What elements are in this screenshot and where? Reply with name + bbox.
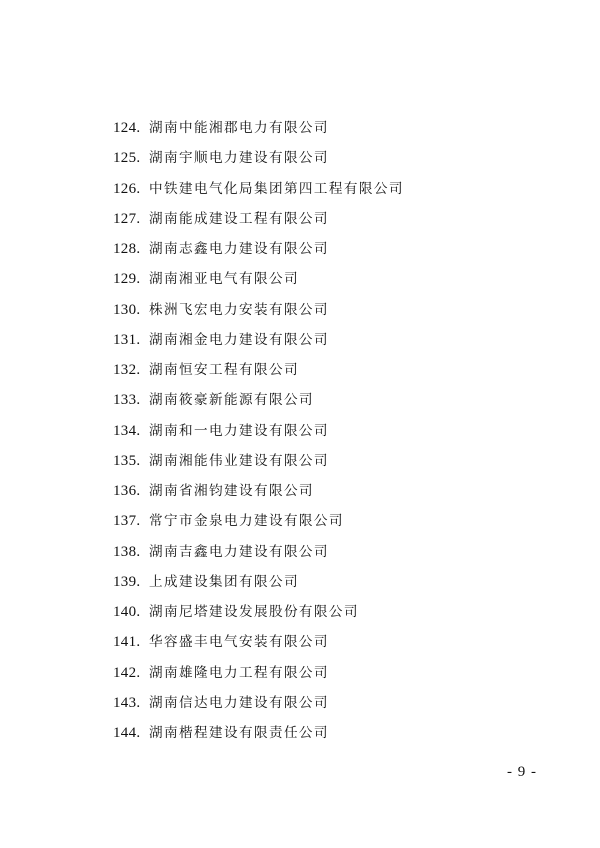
company-item bbox=[113, 567, 553, 597]
item-number: 142. bbox=[113, 664, 141, 681]
company-name: 常宁市金泉电力建设有限公司 bbox=[149, 513, 344, 530]
company-item bbox=[113, 718, 553, 748]
company-name: 湖南能成建设工程有限公司 bbox=[149, 210, 329, 227]
company-name: 湖南雄隆电力工程有限公司 bbox=[149, 664, 329, 681]
company-name: 上成建设集团有限公司 bbox=[149, 573, 299, 590]
company-item bbox=[113, 234, 553, 264]
item-number: 132. bbox=[113, 362, 141, 378]
company-name: 华容盛丰电气安装有限公司 bbox=[149, 634, 329, 651]
item-number: 126. bbox=[113, 180, 141, 197]
item-number: 137. bbox=[113, 513, 141, 530]
company-item bbox=[113, 325, 553, 355]
company-item bbox=[113, 688, 553, 718]
company-name: 湖南信达电力建设有限公司 bbox=[149, 694, 329, 711]
company-list bbox=[113, 113, 553, 748]
company-item bbox=[113, 537, 553, 567]
company-name: 湖南和一电力建设有限公司 bbox=[149, 422, 329, 439]
company-item bbox=[113, 174, 553, 204]
company-item bbox=[113, 264, 553, 294]
item-number: 130. bbox=[113, 301, 141, 318]
company-name: 湖南湘能伟业建设有限公司 bbox=[149, 452, 329, 469]
item-number: 136. bbox=[113, 483, 141, 499]
item-number: 141. bbox=[113, 634, 141, 651]
page-number: - 9 - bbox=[507, 764, 537, 780]
company-name: 株洲飞宏电力安装有限公司 bbox=[149, 301, 329, 318]
company-name: 湖南志鑫电力建设有限公司 bbox=[149, 241, 329, 257]
company-item bbox=[113, 355, 553, 385]
company-item bbox=[113, 143, 553, 173]
company-name: 湖南筱豪新能源有限公司 bbox=[149, 392, 314, 409]
company-item bbox=[113, 597, 553, 627]
company-name: 湖南省湘钧建设有限公司 bbox=[149, 483, 314, 499]
company-name: 中铁建电气化局集团第四工程有限公司 bbox=[149, 180, 404, 197]
item-number: 124. bbox=[113, 120, 141, 136]
item-number: 125. bbox=[113, 150, 141, 167]
company-name: 湖南湘金电力建设有限公司 bbox=[149, 331, 329, 348]
item-number: 138. bbox=[113, 543, 141, 560]
company-name: 湖南湘亚电气有限公司 bbox=[149, 271, 299, 288]
company-name: 湖南宇顺电力建设有限公司 bbox=[149, 150, 329, 167]
company-item bbox=[113, 416, 553, 446]
company-item bbox=[113, 446, 553, 476]
company-name: 湖南中能湘郡电力有限公司 bbox=[149, 120, 329, 136]
company-item bbox=[113, 506, 553, 536]
company-item bbox=[113, 385, 553, 415]
item-number: 135. bbox=[113, 452, 141, 469]
item-number: 139. bbox=[113, 573, 141, 590]
company-name: 湖南尼塔建设发展股份有限公司 bbox=[149, 604, 359, 620]
item-number: 128. bbox=[113, 241, 141, 257]
item-number: 133. bbox=[113, 392, 141, 409]
company-name: 湖南恒安工程有限公司 bbox=[149, 362, 299, 378]
item-number: 131. bbox=[113, 331, 141, 348]
item-number: 134. bbox=[113, 422, 141, 439]
item-number: 127. bbox=[113, 210, 141, 227]
company-item bbox=[113, 627, 553, 657]
company-item bbox=[113, 295, 553, 325]
company-item bbox=[113, 113, 553, 143]
item-number: 140. bbox=[113, 604, 141, 620]
company-item bbox=[113, 476, 553, 506]
company-name: 湖南吉鑫电力建设有限公司 bbox=[149, 543, 329, 560]
company-item bbox=[113, 204, 553, 234]
company-item bbox=[113, 658, 553, 688]
item-number: 143. bbox=[113, 694, 141, 711]
company-name: 湖南楷程建设有限责任公司 bbox=[149, 725, 329, 741]
item-number: 144. bbox=[113, 725, 141, 741]
item-number: 129. bbox=[113, 271, 141, 288]
